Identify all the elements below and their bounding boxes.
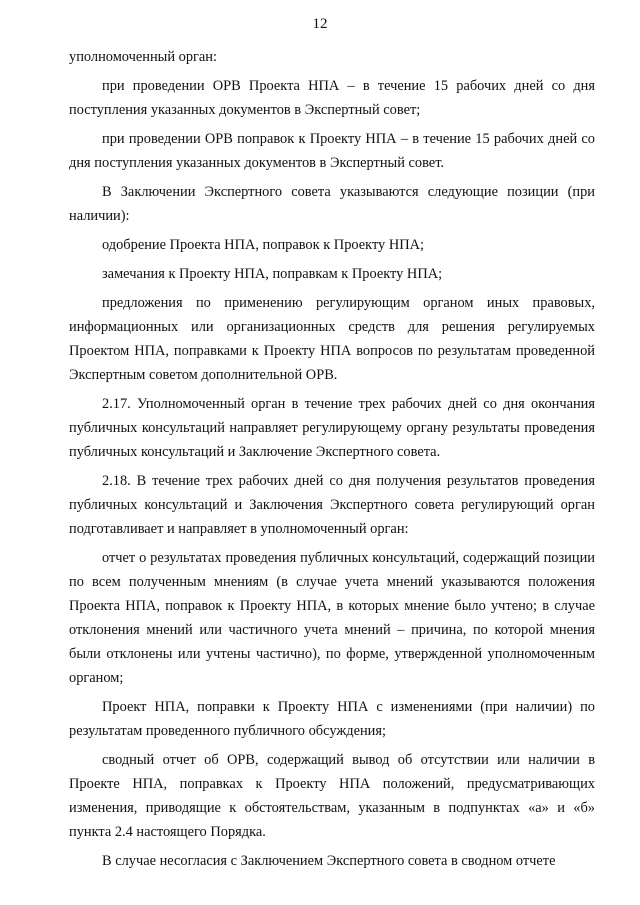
paragraph-10: отчет о результатах проведения публичных консультаций, содержащий позиции по всем полученным мнениям (в случае учета мнений указываются положения Проекта НПА, поправок к Проекту НПА, в которых мнение было учтено; в случае отклонения мнений или частичного учета мнений – причина, по которой мнения были отклонены или учтены частично), по форме, утвержденной уполномоченным органом; xyxy=(69,550,595,686)
paragraph-7: предложения по применению регулирующим органом иных правовых, информационных или организационных средств для решения регулируемых Проектом НПА, поправками к Проекту НПА вопросов по результатам проведенной Экспертным советом дополнительной ОРВ. xyxy=(69,295,595,383)
paragraph-13: В случае несогласия с Заключением Экспертного совета в сводном отчете xyxy=(102,853,556,869)
paragraph-5: одобрение Проекта НПА, поправок к Проекту НПА; xyxy=(102,237,425,253)
paragraph-6: замечания к Проекту НПА, поправкам к Проекту НПА; xyxy=(102,266,443,282)
document-body xyxy=(69,45,595,873)
paragraph-11: Проект НПА, поправки к Проекту НПА с изменениями (при наличии) по результатам проведенного публичного обсуждения; xyxy=(69,699,595,739)
paragraph-2: при проведении ОРВ Проекта НПА – в течение 15 рабочих дней со дня поступления указанных документов в Экспертный совет; xyxy=(69,78,595,118)
paragraph-3: при проведении ОРВ поправок к Проекту НПА – в течение 15 рабочих дней со дня поступления указанных документов в Экспертный совет. xyxy=(69,131,595,171)
paragraph-1: уполномоченный орган: xyxy=(69,49,218,65)
paragraph-8: 2.17. Уполномоченный орган в течение трех рабочих дней со дня окончания публичных консультаций направляет регулирующему органу результаты проведения публичных консультаций и Заключение Экспертного совета. xyxy=(69,396,595,460)
page-number: 12 xyxy=(312,16,328,32)
paragraph-12: сводный отчет об ОРВ, содержащий вывод об отсутствии или наличии в Проекте НПА, поправках к Проекту НПА положений, предусматривающих изменения, приводящие к обстоятельствам, указанным в подпунктах «а» и «б» пункта 2.4 настоящего Порядка. xyxy=(69,752,595,840)
paragraph-4: В Заключении Экспертного совета указываются следующие позиции (при наличии): xyxy=(69,184,595,224)
paragraph-9: 2.18. В течение трех рабочих дней со дня получения результатов проведения публичных консультаций и Заключения Экспертного совета регулирующий орган подготавливает и направляет в уполномоченный орган: xyxy=(69,473,595,537)
